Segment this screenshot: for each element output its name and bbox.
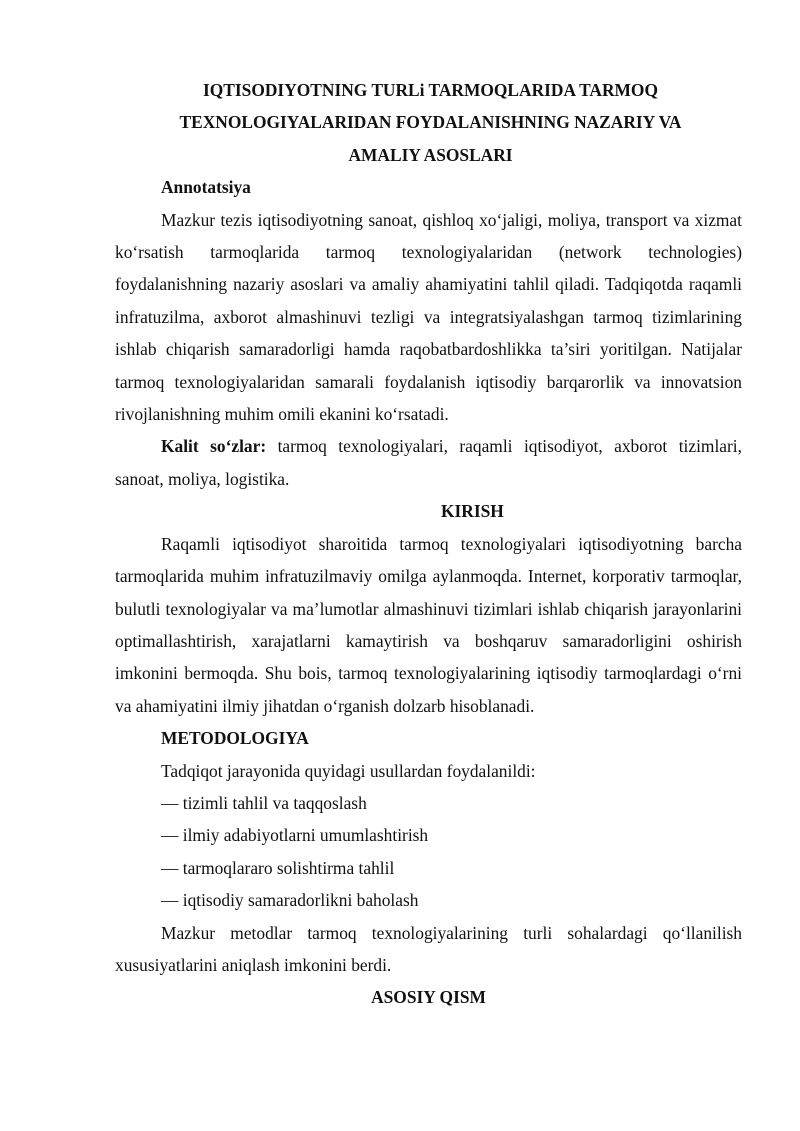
main-part-heading: ASOSIY QISM [371,987,486,1008]
keywords-label: Kalit so‘zlar: [161,436,267,457]
title-line-2: TEXNOLOGIYALARIDAN FOYDALANISHNING NAZARIY VA [179,112,682,133]
title-line-3: AMALIY ASOSLARI [348,144,513,165]
introduction-heading: KIRISH [441,501,504,522]
methodology-list [115,787,742,917]
document-title [115,74,742,171]
keywords-paragraph [115,430,742,495]
list-item: — iqtisodiy samaradorlikni baholash [161,890,419,911]
annotation-paragraph: Mazkur tezis iqtisodiyotning sanoat, qishloq xo‘jaligi, moliya, transport va xizmat ko‘rsatish tarmoqlarida tarmoq texnologiyalaridan (network technologies) foydalanishning nazariy asoslari va amaliy ahamiyatini tahlil qiladi. Tadqiqotda raqamli infratuzilma, axborot almashinuvi tezligi va integratsiyalashgan tarmoq tizimlarining ishlab chiqarish samaradorligi hamda raqobatbardoshlikka ta’siri yoritilgan. Natijalar tarmoq texnologiyalaridan samarali foydalanish iqtisodiy barqarorlik va innovatsion rivojlanishning muhim omili ekanini ko‘rsatadi. [115,209,742,425]
annotation-heading: Annotatsiya [161,177,251,198]
methodology-intro: Tadqiqot jarayonida quyidagi usullardan foydalanildi: [161,760,536,781]
methodology-conclusion: Mazkur metodlar tarmoq texnologiyalarining turli sohalardagi qo‘llanilish xususiyatlarini aniqlash imkonini berdi. [115,922,742,975]
title-line-1: IQTISODIYOTNING TURLi TARMOQLARIDA TARMOQ [203,80,658,100]
methodology-heading: METODOLOGIYA [161,728,309,749]
list-item: — tarmoqlararo solishtirma tahlil [161,857,395,878]
list-item: — tizimli tahlil va taqqoslash [161,792,367,813]
introduction-paragraph: Raqamli iqtisodiyot sharoitida tarmoq texnologiyalari iqtisodiyotning barcha tarmoqlarida muhim infratuzilmaviy omilga aylanmoqda. Internet, korporativ tarmoqlar, bulutli texnologiyalar va ma’lumotlar almashinuvi tizimlari ishlab chiqarish jarayonlarini optimallashtirish, xarajatlarni kamaytirish va boshqaruv samaradorligini oshirish imkonini bermoqda. Shu bois, tarmoq texnologiyalarining iqtisodiy tarmoqlardagi o‘rni va ahamiyatini ilmiy jihatdan o‘rganish dolzarb hisoblanadi. [115,533,742,716]
keywords-text: tarmoq texnologiyalari, raqamli iqtisodiyot, axborot tizimlari, sanoat, moliya, logistika. [115,436,742,489]
list-item: — ilmiy adabiyotlarni umumlashtirish [161,825,429,846]
